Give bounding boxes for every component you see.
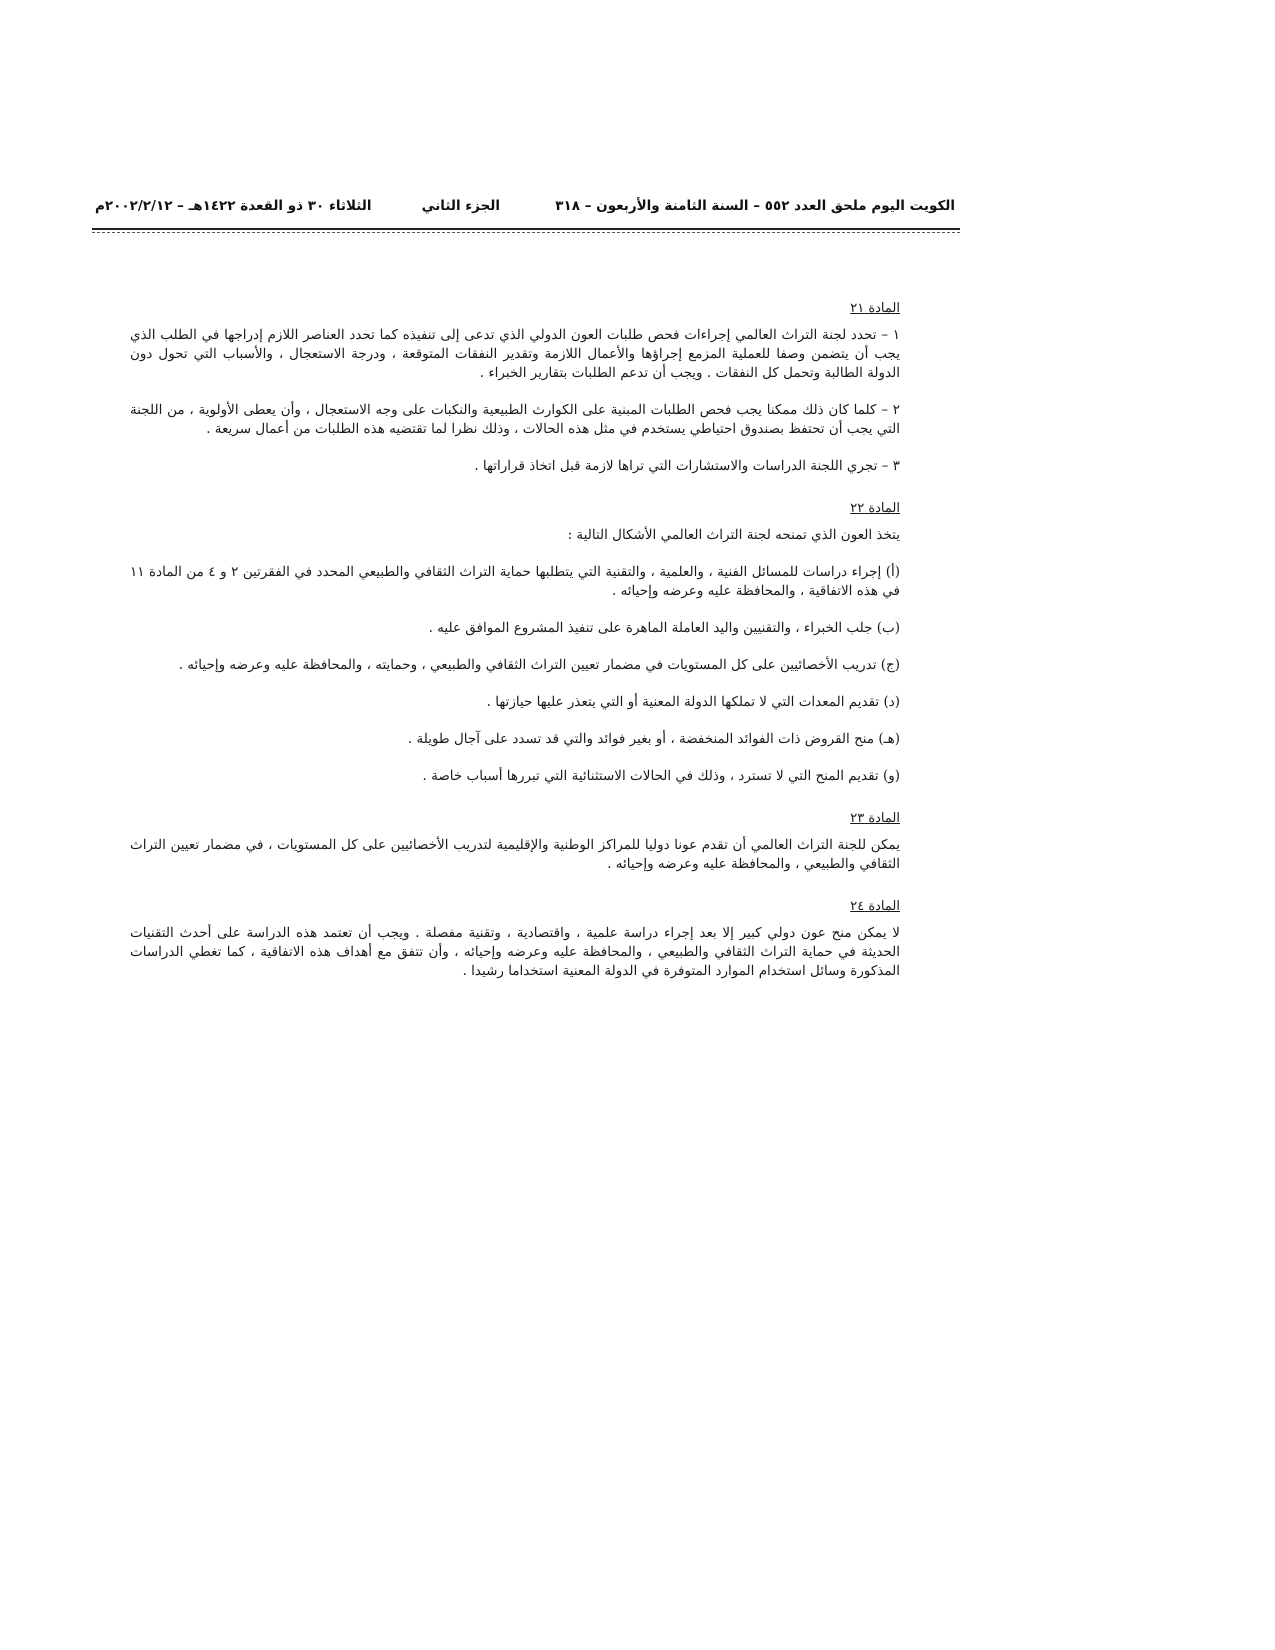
- article-22: [130, 500, 900, 786]
- article-paragraph: يمكن للجنة التراث العالمي أن تقدم عونا دوليا للمراكز الوطنية والإقليمية لتدريب الأخصائيين على كل المستويات ، في مضمار تعيين التراث الثقافي والطبيعي ، والمحافظة عليه وعرضه وإحيائه .: [130, 837, 900, 872]
- article-item: (و) تقديم المنح التي لا تسترد ، وذلك في الحالات الاستثنائية التي تبررها أسباب خاصة .: [422, 768, 900, 784]
- article-item: (أ) إجراء دراسات للمسائل الفنية ، والعلمية ، والتقنية التي يتطلبها حماية التراث الثقافي والطبيعي المحدد في الفقرتين ٢ و ٤ من المادة ١١ في هذه الاتفاقية ، والمحافظة عليه وعرضه وإحيائه .: [130, 564, 901, 599]
- header-rule-dashed: [92, 232, 960, 233]
- article-23: [130, 810, 900, 874]
- header-publication: الكويت اليوم ملحق العدد ٥٥٢ – السنة الثامنة والأربعون – ٣١٨: [555, 198, 955, 214]
- article-title: المادة ٢٣: [850, 811, 900, 826]
- article-paragraph: ٣ – تجري اللجنة الدراسات والاستشارات التي تراها لازمة قبل اتخاذ قراراتها .: [474, 458, 900, 474]
- article-title: المادة ٢١: [850, 301, 900, 316]
- page-header: [95, 198, 955, 220]
- article-item: (هـ) منح القروض ذات الفوائد المنخفضة ، أو بغير فوائد والتي قد تسدد على آجال طويلة .: [407, 731, 900, 747]
- article-item: (ج) تدريب الأخصائيين على كل المستويات في مضمار تعيين التراث الثقافي والطبيعي ، وحمايته ، والمحافظة عليه وعرضه وإحيائه .: [178, 657, 900, 673]
- header-date: الثلاثاء ٣٠ ذو القعدة ١٤٢٢هـ – ٢٠٠٢/٢/١٢م: [95, 198, 372, 214]
- article-paragraph: ١ – تحدد لجنة التراث العالمي إجراءات فحص طلبات العون الدولي الذي تدعى إلى تنفيذه كما تحدد العناصر اللازم إدراجها في الطلب الذي يجب أن يتضمن وصفا للعملية المزمع إجراؤها والأعمال اللازمة وتقدير النفقات المتوقعة ، ودرجة الاستعجال ، والأسباب التي تحول دون الدولة الطالبة وتحمل كل النفقات . ويجب أن تدعم الطلبات بتقارير الخبراء .: [130, 327, 900, 381]
- article-title: المادة ٢٤: [850, 899, 900, 914]
- article-title: المادة ٢٢: [850, 501, 900, 516]
- article-paragraph: ٢ – كلما كان ذلك ممكنا يجب فحص الطلبات المبنية على الكوارث الطبيعية والنكبات على وجه الاستعجال ، وأن يعطى الأولوية ، من اللجنة التي يجب أن تحتفظ بصندوق احتياطي يستخدم في مثل هذه الحالات ، وذلك نظرا لما تقتضيه هذه الطلبات من أعمال سريعة .: [130, 402, 900, 437]
- article-item: (د) تقديم المعدات التي لا تملكها الدولة المعنية أو التي يتعذر عليها حيازتها .: [486, 694, 900, 710]
- article-item: (ب) جلب الخبراء ، والتقنيين واليد العاملة الماهرة على تنفيذ المشروع الموافق عليه .: [428, 620, 900, 636]
- article-paragraph: لا يمكن منح عون دولي كبير إلا بعد إجراء دراسة علمية ، واقتصادية ، وتقنية مفصلة . ويجب أن تعتمد هذه الدراسة على أحدث التقنيات الحديثة في حماية التراث الثقافي والطبيعي ، والمحافظة عليه وعرضه وإحيائه ، وأن تتفق مع أهداف هذه الاتفاقية ، كما تغطي الدراسات المذكورة وسائل استخدام الموارد المتوفرة في الدولة المعنية استخداما رشيدا .: [130, 925, 900, 979]
- header-rule: [92, 228, 960, 230]
- article-intro: يتخذ العون الذي تمنحه لجنة التراث العالمي الأشكال التالية :: [567, 527, 900, 543]
- header-part: الجزء الثاني: [421, 198, 500, 214]
- article-21: [130, 300, 900, 476]
- article-24: [130, 898, 900, 981]
- document-body: [130, 300, 900, 981]
